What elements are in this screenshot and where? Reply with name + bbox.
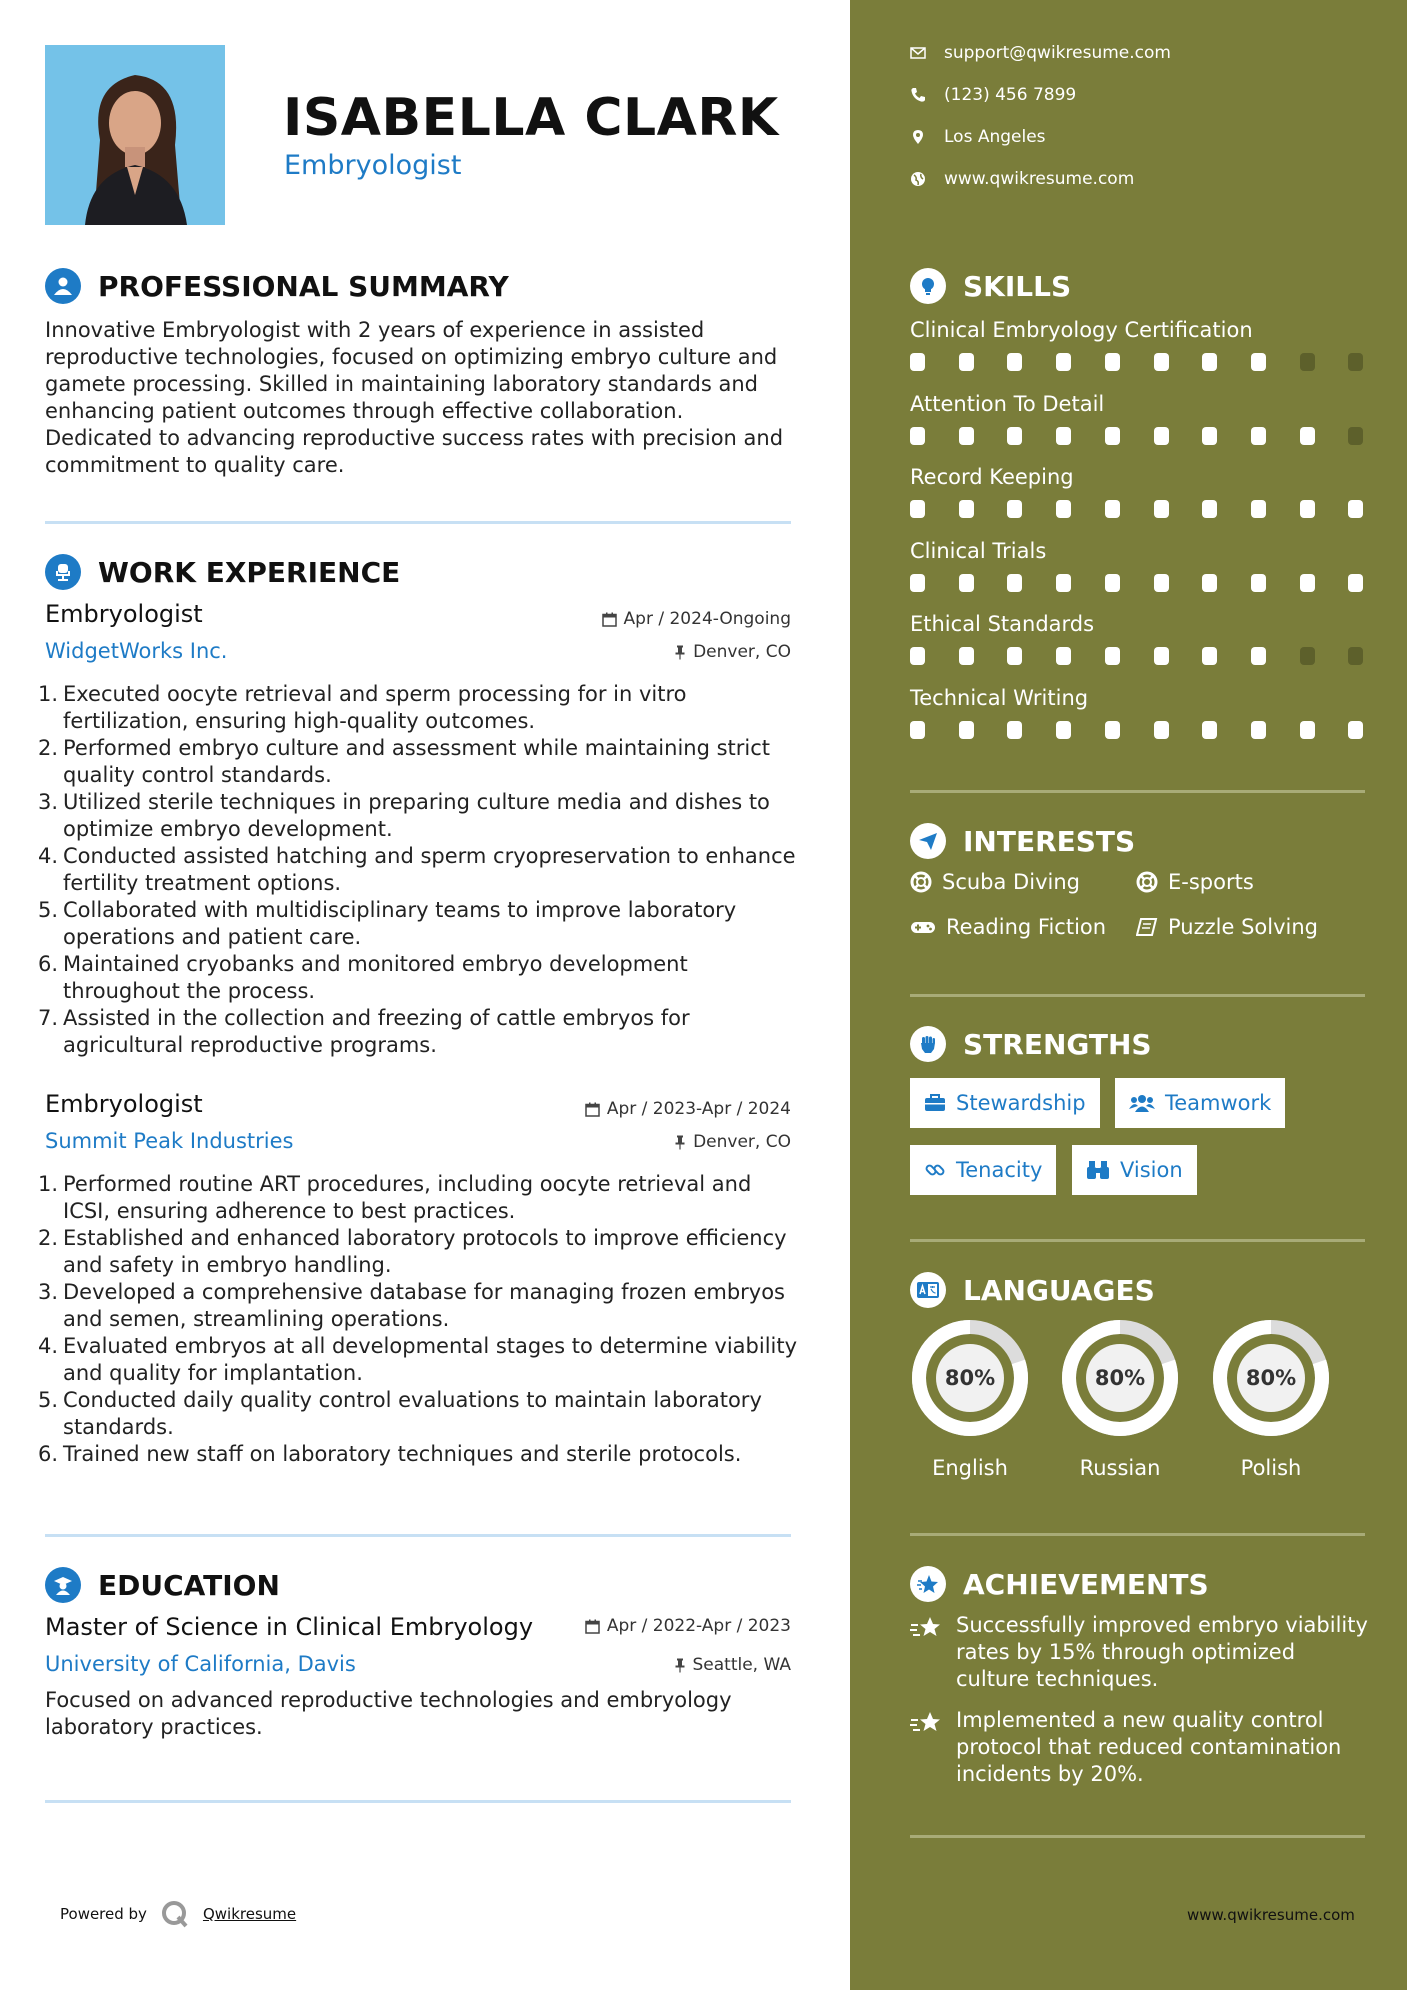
list-item: 1. Performed routine ART procedures, including oocyte retrieval and ICSI, ensuring adherence to best practices. bbox=[38, 1171, 798, 1225]
office-chair-icon bbox=[45, 554, 81, 590]
skill-level-dot bbox=[1348, 500, 1363, 518]
life-ring-icon bbox=[1136, 871, 1158, 893]
summary-title: PROFESSIONAL SUMMARY bbox=[98, 269, 509, 303]
list-item-text: Collaborated with multidisciplinary teams to improve laboratory operations and patient care. bbox=[63, 898, 737, 949]
graduate-icon bbox=[45, 1567, 81, 1603]
interests-heading bbox=[910, 823, 1135, 859]
list-item-text: Conducted daily quality control evaluations to maintain laboratory standards. bbox=[63, 1388, 762, 1439]
qwikresume-link[interactable]: Qwikresume bbox=[202, 1905, 297, 1923]
skill-level-dot bbox=[1251, 427, 1266, 445]
list-item-text: Evaluated embryos at all developmental stages to determine viability and quality for implantation. bbox=[63, 1334, 798, 1385]
list-item: 6. Trained new staff on laboratory techniques and sterile protocols. bbox=[38, 1442, 742, 1466]
section-divider bbox=[45, 1800, 791, 1803]
skill-level-dot bbox=[1105, 574, 1120, 592]
job-dates-text: Apr / 2024-Ongoing bbox=[623, 609, 791, 629]
language-name: English bbox=[932, 1456, 1008, 1480]
list-item: 3. Developed a comprehensive database for managing frozen embryos and semen, streamlining operations. bbox=[38, 1279, 798, 1333]
language-name: Russian bbox=[1079, 1456, 1161, 1480]
skill-level-dot bbox=[1348, 574, 1363, 592]
language-item bbox=[1211, 1318, 1331, 1480]
skill-level-dot bbox=[1348, 721, 1363, 739]
job-title: Embryologist bbox=[45, 600, 203, 628]
skill-level-dot bbox=[1056, 353, 1071, 371]
list-item: 4. Conducted assisted hatching and sperm cryopreservation to enhance fertility treatment options. bbox=[38, 843, 798, 897]
list-item: 4. Evaluated embryos at all developmental stages to determine viability and quality for implantation. bbox=[38, 1334, 798, 1385]
skill-level-dot bbox=[1105, 353, 1120, 371]
skill-level-dot bbox=[1300, 721, 1315, 739]
language-item bbox=[1060, 1318, 1180, 1480]
contact-phone[interactable] bbox=[910, 85, 1076, 105]
list-item-text: Performed routine ART procedures, including oocyte retrieval and ICSI, ensuring adherence to best practices. bbox=[63, 1172, 752, 1223]
skill-level-dot bbox=[959, 427, 974, 445]
job-location bbox=[674, 1132, 791, 1152]
skill-level-dot bbox=[959, 500, 974, 518]
skill-level-dot bbox=[1056, 427, 1071, 445]
candidate-role: Embryologist bbox=[284, 150, 462, 181]
skill-level-dot bbox=[910, 647, 925, 665]
skill-level bbox=[910, 427, 1365, 445]
list-item-text: Conducted assisted hatching and sperm cryopreservation to enhance fertility treatment options. bbox=[63, 844, 796, 895]
calendar-icon bbox=[602, 612, 617, 627]
list-item: 6. Maintained cryobanks and monitored embryo development throughout the process. bbox=[38, 951, 798, 1005]
section-divider bbox=[910, 1533, 1365, 1536]
list-item: 5. Collaborated with multidisciplinary teams to improve laboratory operations and patient care. bbox=[38, 897, 798, 951]
list-item: 1. Executed oocyte retrieval and sperm processing for in vitro fertilization, ensuring high-quality outcomes. bbox=[38, 681, 798, 735]
footer-website[interactable]: www.qwikresume.com bbox=[1187, 1906, 1355, 1924]
strength-chip bbox=[1115, 1078, 1285, 1128]
achievements-title: ACHIEVEMENTS bbox=[963, 1567, 1209, 1601]
candidate-name: ISABELLA CLARK bbox=[283, 88, 779, 148]
list-item: 3. Utilized sterile techniques in preparing culture media and dishes to optimize embryo development. bbox=[38, 789, 798, 843]
strength-label: Stewardship bbox=[956, 1091, 1086, 1115]
list-item: 2. Established and enhanced laboratory protocols to improve efficiency and safety in embryo handling. bbox=[38, 1225, 798, 1279]
list-item-text: Performed embryo culture and assessment while maintaining strict quality control standards. bbox=[63, 736, 771, 787]
skill-name: Record Keeping bbox=[910, 465, 1074, 489]
lightbulb-icon bbox=[910, 268, 946, 304]
education-location-text: Seattle, WA bbox=[692, 1655, 791, 1675]
interest-item bbox=[1136, 870, 1254, 894]
section-divider bbox=[910, 1239, 1365, 1242]
skill-level bbox=[910, 353, 1365, 371]
language-percent: 80% bbox=[1094, 1366, 1146, 1390]
skill-level-dot bbox=[959, 647, 974, 665]
fist-icon bbox=[910, 1026, 946, 1062]
interest-label: Puzzle Solving bbox=[1168, 915, 1318, 939]
strength-label: Vision bbox=[1120, 1158, 1183, 1182]
skill-level-dot bbox=[1251, 353, 1266, 371]
education-description: Focused on advanced reproductive technologies and embryology laboratory practices. bbox=[45, 1688, 732, 1739]
skill-level-dot bbox=[1007, 574, 1022, 592]
powered-by-label: Powered by bbox=[60, 1905, 147, 1923]
interest-item bbox=[910, 915, 1106, 939]
list-item-text: Developed a comprehensive database for managing frozen embryos and semen, streamlining operations. bbox=[63, 1280, 785, 1331]
job-responsibilities bbox=[38, 681, 798, 1059]
skill-level-dot bbox=[1154, 427, 1169, 445]
achievement-text: Implemented a new quality control protocol that reduced contamination incidents by 20%. bbox=[956, 1708, 1342, 1786]
skill-name: Attention To Detail bbox=[910, 391, 1105, 416]
list-item-text: Trained new staff on laboratory techniques and sterile protocols. bbox=[63, 1442, 742, 1466]
section-divider bbox=[910, 790, 1365, 793]
skill-level-dot bbox=[1251, 500, 1266, 518]
degree-title: Master of Science in Clinical Embryology bbox=[45, 1613, 534, 1641]
experience-heading bbox=[45, 554, 400, 590]
skill-level-dot bbox=[1007, 500, 1022, 518]
language-item bbox=[910, 1318, 1030, 1480]
skill-level-dot bbox=[1007, 721, 1022, 739]
user-icon bbox=[45, 268, 81, 304]
contact-email-text: support@qwikresume.com bbox=[944, 43, 1171, 63]
language-percent: 80% bbox=[1245, 1366, 1297, 1390]
language-progress-ring bbox=[910, 1318, 1030, 1438]
skill-level-dot bbox=[1056, 721, 1071, 739]
summary-text: Innovative Embryologist with 2 years of experience in assisted reproductive technologies, focused on optimizing embryo culture and gamete processing. Skilled in maintaining laboratory standards and enhancing patient outcomes through effective collaboration. Dedicated to advancing reproductive success rates with precision and commitment to quality care. bbox=[45, 318, 784, 477]
skill-name: Clinical Trials bbox=[910, 538, 1047, 563]
education-dates bbox=[585, 1616, 791, 1636]
skill-level-dot bbox=[1007, 427, 1022, 445]
skill-level-dot bbox=[1202, 500, 1217, 518]
qwikresume-logo-icon bbox=[161, 1900, 189, 1928]
contact-phone-text: (123) 456 7899 bbox=[944, 85, 1077, 105]
skill-level-dot bbox=[1251, 721, 1266, 739]
star-badge-icon bbox=[910, 1566, 946, 1602]
job-location bbox=[674, 642, 791, 662]
job-company: WidgetWorks Inc. bbox=[45, 639, 228, 663]
skill-level-dot bbox=[1056, 647, 1071, 665]
education-location bbox=[674, 1655, 792, 1675]
language-progress-ring bbox=[1060, 1318, 1180, 1438]
skill-level-dot bbox=[1105, 500, 1120, 518]
interest-label: E-sports bbox=[1168, 870, 1254, 894]
skill-level-dot bbox=[1202, 353, 1217, 371]
skill-level-dot bbox=[1300, 500, 1315, 518]
link-icon bbox=[924, 1159, 946, 1181]
skill-level-dot bbox=[1348, 647, 1363, 665]
list-item: 2. Performed embryo culture and assessment while maintaining strict quality control standards. bbox=[38, 735, 798, 789]
briefcase-icon bbox=[924, 1093, 946, 1113]
binoculars-icon bbox=[1086, 1159, 1110, 1181]
strength-chip bbox=[910, 1145, 1056, 1195]
section-divider bbox=[45, 1534, 791, 1537]
skill-name: Technical Writing bbox=[910, 685, 1089, 710]
skill-level-dot bbox=[1007, 647, 1022, 665]
skill-level-dot bbox=[959, 574, 974, 592]
contact-email[interactable] bbox=[910, 43, 1171, 63]
skill-level-dot bbox=[1348, 353, 1363, 371]
skill-level-dot bbox=[910, 500, 925, 518]
job-location-text: Denver, CO bbox=[693, 1132, 791, 1152]
language-name: Polish bbox=[1240, 1456, 1302, 1480]
map-marker-icon bbox=[910, 129, 926, 145]
skill-level-dot bbox=[1154, 574, 1169, 592]
achievements-heading bbox=[910, 1566, 1209, 1602]
section-divider bbox=[910, 1835, 1365, 1838]
users-icon bbox=[1129, 1093, 1155, 1113]
life-ring-icon bbox=[910, 871, 932, 893]
skill-level-dot bbox=[1056, 574, 1071, 592]
book-icon bbox=[1136, 917, 1158, 937]
language-progress-ring bbox=[1211, 1318, 1331, 1438]
skill-level-dot bbox=[1348, 427, 1363, 445]
list-item-text: Utilized sterile techniques in preparing culture media and dishes to optimize embryo development. bbox=[63, 790, 770, 841]
languages-heading bbox=[910, 1272, 1155, 1308]
interest-item bbox=[1136, 915, 1318, 939]
skill-name: Ethical Standards bbox=[910, 612, 1095, 636]
skill-level-dot bbox=[910, 721, 925, 739]
pin-icon bbox=[674, 645, 686, 660]
job-responsibilities bbox=[38, 1171, 798, 1468]
achievement-text: Successfully improved embryo viability rates by 15% through optimized culture techniques. bbox=[956, 1613, 1368, 1691]
skill-level-dot bbox=[1202, 574, 1217, 592]
skills-heading bbox=[910, 268, 1071, 304]
skill-level-dot bbox=[910, 353, 925, 371]
skill-name: Clinical Embryology Certification bbox=[910, 318, 1253, 342]
skill-level-dot bbox=[1300, 353, 1315, 371]
skill-level-dot bbox=[1202, 427, 1217, 445]
list-item-text: Maintained cryobanks and monitored embryo development throughout the process. bbox=[63, 952, 688, 1003]
interests-title: INTERESTS bbox=[963, 824, 1136, 858]
strength-label: Tenacity bbox=[956, 1158, 1043, 1182]
skills-title: SKILLS bbox=[963, 269, 1072, 303]
contact-website-text: www.qwikresume.com bbox=[944, 169, 1135, 189]
skill-level-dot bbox=[1202, 647, 1217, 665]
job-dates bbox=[602, 609, 791, 629]
translate-icon bbox=[910, 1272, 946, 1308]
job-dates bbox=[585, 1099, 791, 1119]
skill-level-dot bbox=[1154, 647, 1169, 665]
skill-level bbox=[910, 721, 1365, 739]
envelope-icon bbox=[910, 45, 926, 61]
skill-level-dot bbox=[1154, 500, 1169, 518]
list-item: 7. Assisted in the collection and freezing of cattle embryos for agricultural reproductive programs. bbox=[38, 1005, 798, 1059]
contact-location bbox=[910, 127, 1046, 147]
shooting-star-icon bbox=[910, 1710, 942, 1736]
skill-level-dot bbox=[959, 721, 974, 739]
achievement-item bbox=[910, 1612, 1370, 1693]
strength-chip bbox=[1072, 1145, 1197, 1195]
skill-level-dot bbox=[910, 574, 925, 592]
summary-heading bbox=[45, 268, 509, 304]
calendar-icon bbox=[585, 1102, 600, 1117]
list-item-text: Executed oocyte retrieval and sperm processing for in vitro fertilization, ensuring high-quality outcomes. bbox=[63, 682, 687, 733]
powered-by bbox=[60, 1900, 296, 1928]
pin-icon bbox=[674, 1658, 686, 1673]
list-item: 5. Conducted daily quality control evaluations to maintain laboratory standards. bbox=[38, 1387, 798, 1441]
skill-level-dot bbox=[1105, 647, 1120, 665]
skill-level-dot bbox=[1300, 427, 1315, 445]
globe-icon bbox=[910, 171, 926, 187]
skill-level-dot bbox=[1007, 353, 1022, 371]
skill-level-dot bbox=[1056, 500, 1071, 518]
education-title: EDUCATION bbox=[98, 1568, 280, 1602]
job-location-text: Denver, CO bbox=[693, 642, 791, 662]
job-company: Summit Peak Industries bbox=[45, 1129, 294, 1153]
skill-level-dot bbox=[1154, 353, 1169, 371]
strengths-heading bbox=[910, 1026, 1152, 1062]
skill-level-dot bbox=[1251, 574, 1266, 592]
contact-location-text: Los Angeles bbox=[944, 127, 1046, 147]
skill-level-dot bbox=[1105, 721, 1120, 739]
language-percent: 80% bbox=[944, 1366, 996, 1390]
profile-photo bbox=[45, 45, 225, 225]
job-dates-text: Apr / 2023-Apr / 2024 bbox=[606, 1099, 791, 1119]
interest-item bbox=[910, 870, 1080, 894]
interest-label: Reading Fiction bbox=[946, 915, 1107, 939]
strength-label: Teamwork bbox=[1165, 1091, 1272, 1115]
skill-level-dot bbox=[910, 427, 925, 445]
skill-level-dot bbox=[959, 353, 974, 371]
education-dates-text: Apr / 2022-Apr / 2023 bbox=[606, 1616, 791, 1636]
skill-level-dot bbox=[1105, 427, 1120, 445]
skill-level bbox=[910, 574, 1365, 592]
skill-level-dot bbox=[1300, 574, 1315, 592]
experience-title: WORK EXPERIENCE bbox=[98, 555, 401, 589]
achievement-item bbox=[910, 1707, 1370, 1788]
skill-level bbox=[910, 647, 1365, 665]
education-heading bbox=[45, 1567, 280, 1603]
paper-plane-icon bbox=[910, 823, 946, 859]
section-divider bbox=[910, 994, 1365, 997]
skill-level-dot bbox=[1154, 721, 1169, 739]
skill-level-dot bbox=[1202, 721, 1217, 739]
list-item-text: Assisted in the collection and freezing of cattle embryos for agricultural reproductive programs. bbox=[63, 1006, 690, 1057]
skill-level-dot bbox=[1300, 647, 1315, 665]
pin-icon bbox=[674, 1135, 686, 1150]
gamepad-icon bbox=[910, 918, 936, 936]
skill-level-dot bbox=[1251, 647, 1266, 665]
phone-icon bbox=[910, 87, 926, 103]
school-name: University of California, Davis bbox=[45, 1652, 356, 1676]
job-title: Embryologist bbox=[45, 1090, 203, 1118]
calendar-icon bbox=[585, 1619, 600, 1634]
shooting-star-icon bbox=[910, 1615, 942, 1641]
section-divider bbox=[45, 521, 791, 524]
strength-chip bbox=[910, 1078, 1100, 1128]
contact-website[interactable] bbox=[910, 169, 1134, 189]
strengths-title: STRENGTHS bbox=[963, 1027, 1152, 1061]
languages-title: LANGUAGES bbox=[963, 1273, 1155, 1307]
list-item-text: Established and enhanced laboratory protocols to improve efficiency and safety in embryo handling. bbox=[63, 1226, 787, 1277]
skill-level bbox=[910, 500, 1365, 518]
interest-label: Scuba Diving bbox=[942, 870, 1080, 894]
